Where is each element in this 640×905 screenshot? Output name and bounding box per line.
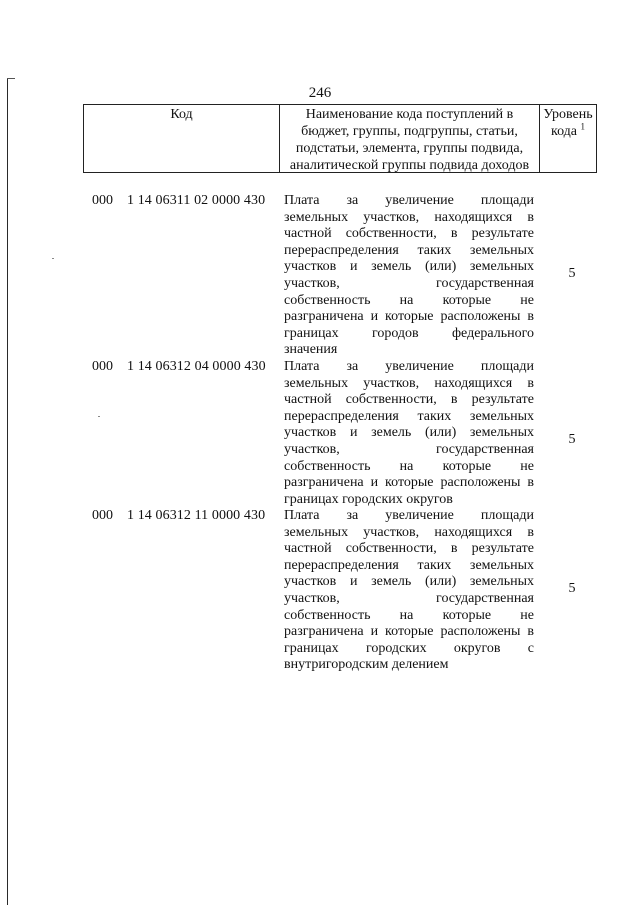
description-line: земельных участков, находящихся в <box>284 375 534 391</box>
description-line: разграничена и которые расположены в <box>284 475 534 491</box>
description-line: земельных участков, находящихся в <box>284 524 534 540</box>
description-line: перераспределения таких земельных <box>284 408 534 424</box>
code-level: 5 <box>568 432 576 447</box>
description-line: перераспределения таких земельных <box>284 242 534 258</box>
description-line: разграничена и которые расположены в <box>284 624 534 640</box>
description-line: собственность на которые не <box>284 292 534 308</box>
page-number: 246 <box>308 85 332 101</box>
header-code-label: Код <box>170 107 193 122</box>
header-level-word: кода <box>550 124 578 139</box>
revenue-description <box>284 193 534 359</box>
description-line: границах городских округов с <box>284 640 534 656</box>
description-line: участков, государственная <box>284 441 534 457</box>
header-name-line: Наименование кода поступлений в <box>305 107 514 122</box>
description-line: участков и земель (или) земельных <box>284 574 534 590</box>
admin-code: 000 <box>92 508 113 523</box>
header-level-line <box>540 123 596 140</box>
footnote-marker: 1 <box>580 121 586 132</box>
description-line: частной собственности, в результате <box>284 541 534 557</box>
header-name-line: аналитической группы подвида доходов <box>289 158 530 173</box>
admin-code: 000 <box>92 193 113 208</box>
scan-speck <box>52 258 54 259</box>
description-line: границах городов федерального <box>284 325 534 341</box>
description-line: перераспределения таких земельных <box>284 557 534 573</box>
header-level-label <box>540 105 596 140</box>
description-line: собственность на которые не <box>284 607 534 623</box>
revenue-code: 1 14 06312 11 0000 430 <box>127 508 266 523</box>
description-line: участков, государственная <box>284 590 534 606</box>
description-line: Плата за увеличение площади <box>284 193 534 208</box>
description-line: участков, государственная <box>284 275 534 291</box>
description-line: частной собственности, в результате <box>284 226 534 242</box>
description-line: собственность на которые не <box>284 458 534 474</box>
header-level-line: Уровень <box>543 107 593 122</box>
description-line: участков и земель (или) земельных <box>284 425 534 441</box>
header-level-column <box>539 105 597 172</box>
admin-code: 000 <box>92 359 113 374</box>
revenue-description <box>284 359 534 508</box>
revenue-code: 1 14 06312 04 0000 430 <box>127 359 266 374</box>
table-header <box>83 104 597 173</box>
description-line: Плата за увеличение площади <box>284 359 534 374</box>
code-level: 5 <box>568 266 576 281</box>
code-level: 5 <box>568 581 576 596</box>
header-name-line: бюджет, группы, подгруппы, статьи, <box>301 124 518 139</box>
scan-edge-top <box>7 78 15 79</box>
revenue-code: 1 14 06311 02 0000 430 <box>127 193 266 208</box>
revenue-description <box>284 508 534 674</box>
header-name-line: подстатьи, элемента, группы подвида, <box>295 141 524 156</box>
header-code-column <box>83 105 279 172</box>
description-line: частной собственности, в результате <box>284 392 534 408</box>
scan-speck <box>98 416 100 417</box>
scan-edge <box>7 78 8 905</box>
description-line: участков и земель (или) земельных <box>284 259 534 275</box>
header-name-label <box>280 105 539 174</box>
description-line: Плата за увеличение площади <box>284 508 534 523</box>
description-line: значения <box>284 342 338 358</box>
description-line: земельных участков, находящихся в <box>284 209 534 225</box>
description-line: разграничена и которые расположены в <box>284 309 534 325</box>
description-line: внутригородским делением <box>284 657 449 673</box>
description-line: границах городских округов <box>284 491 453 507</box>
header-name-column <box>279 105 539 172</box>
